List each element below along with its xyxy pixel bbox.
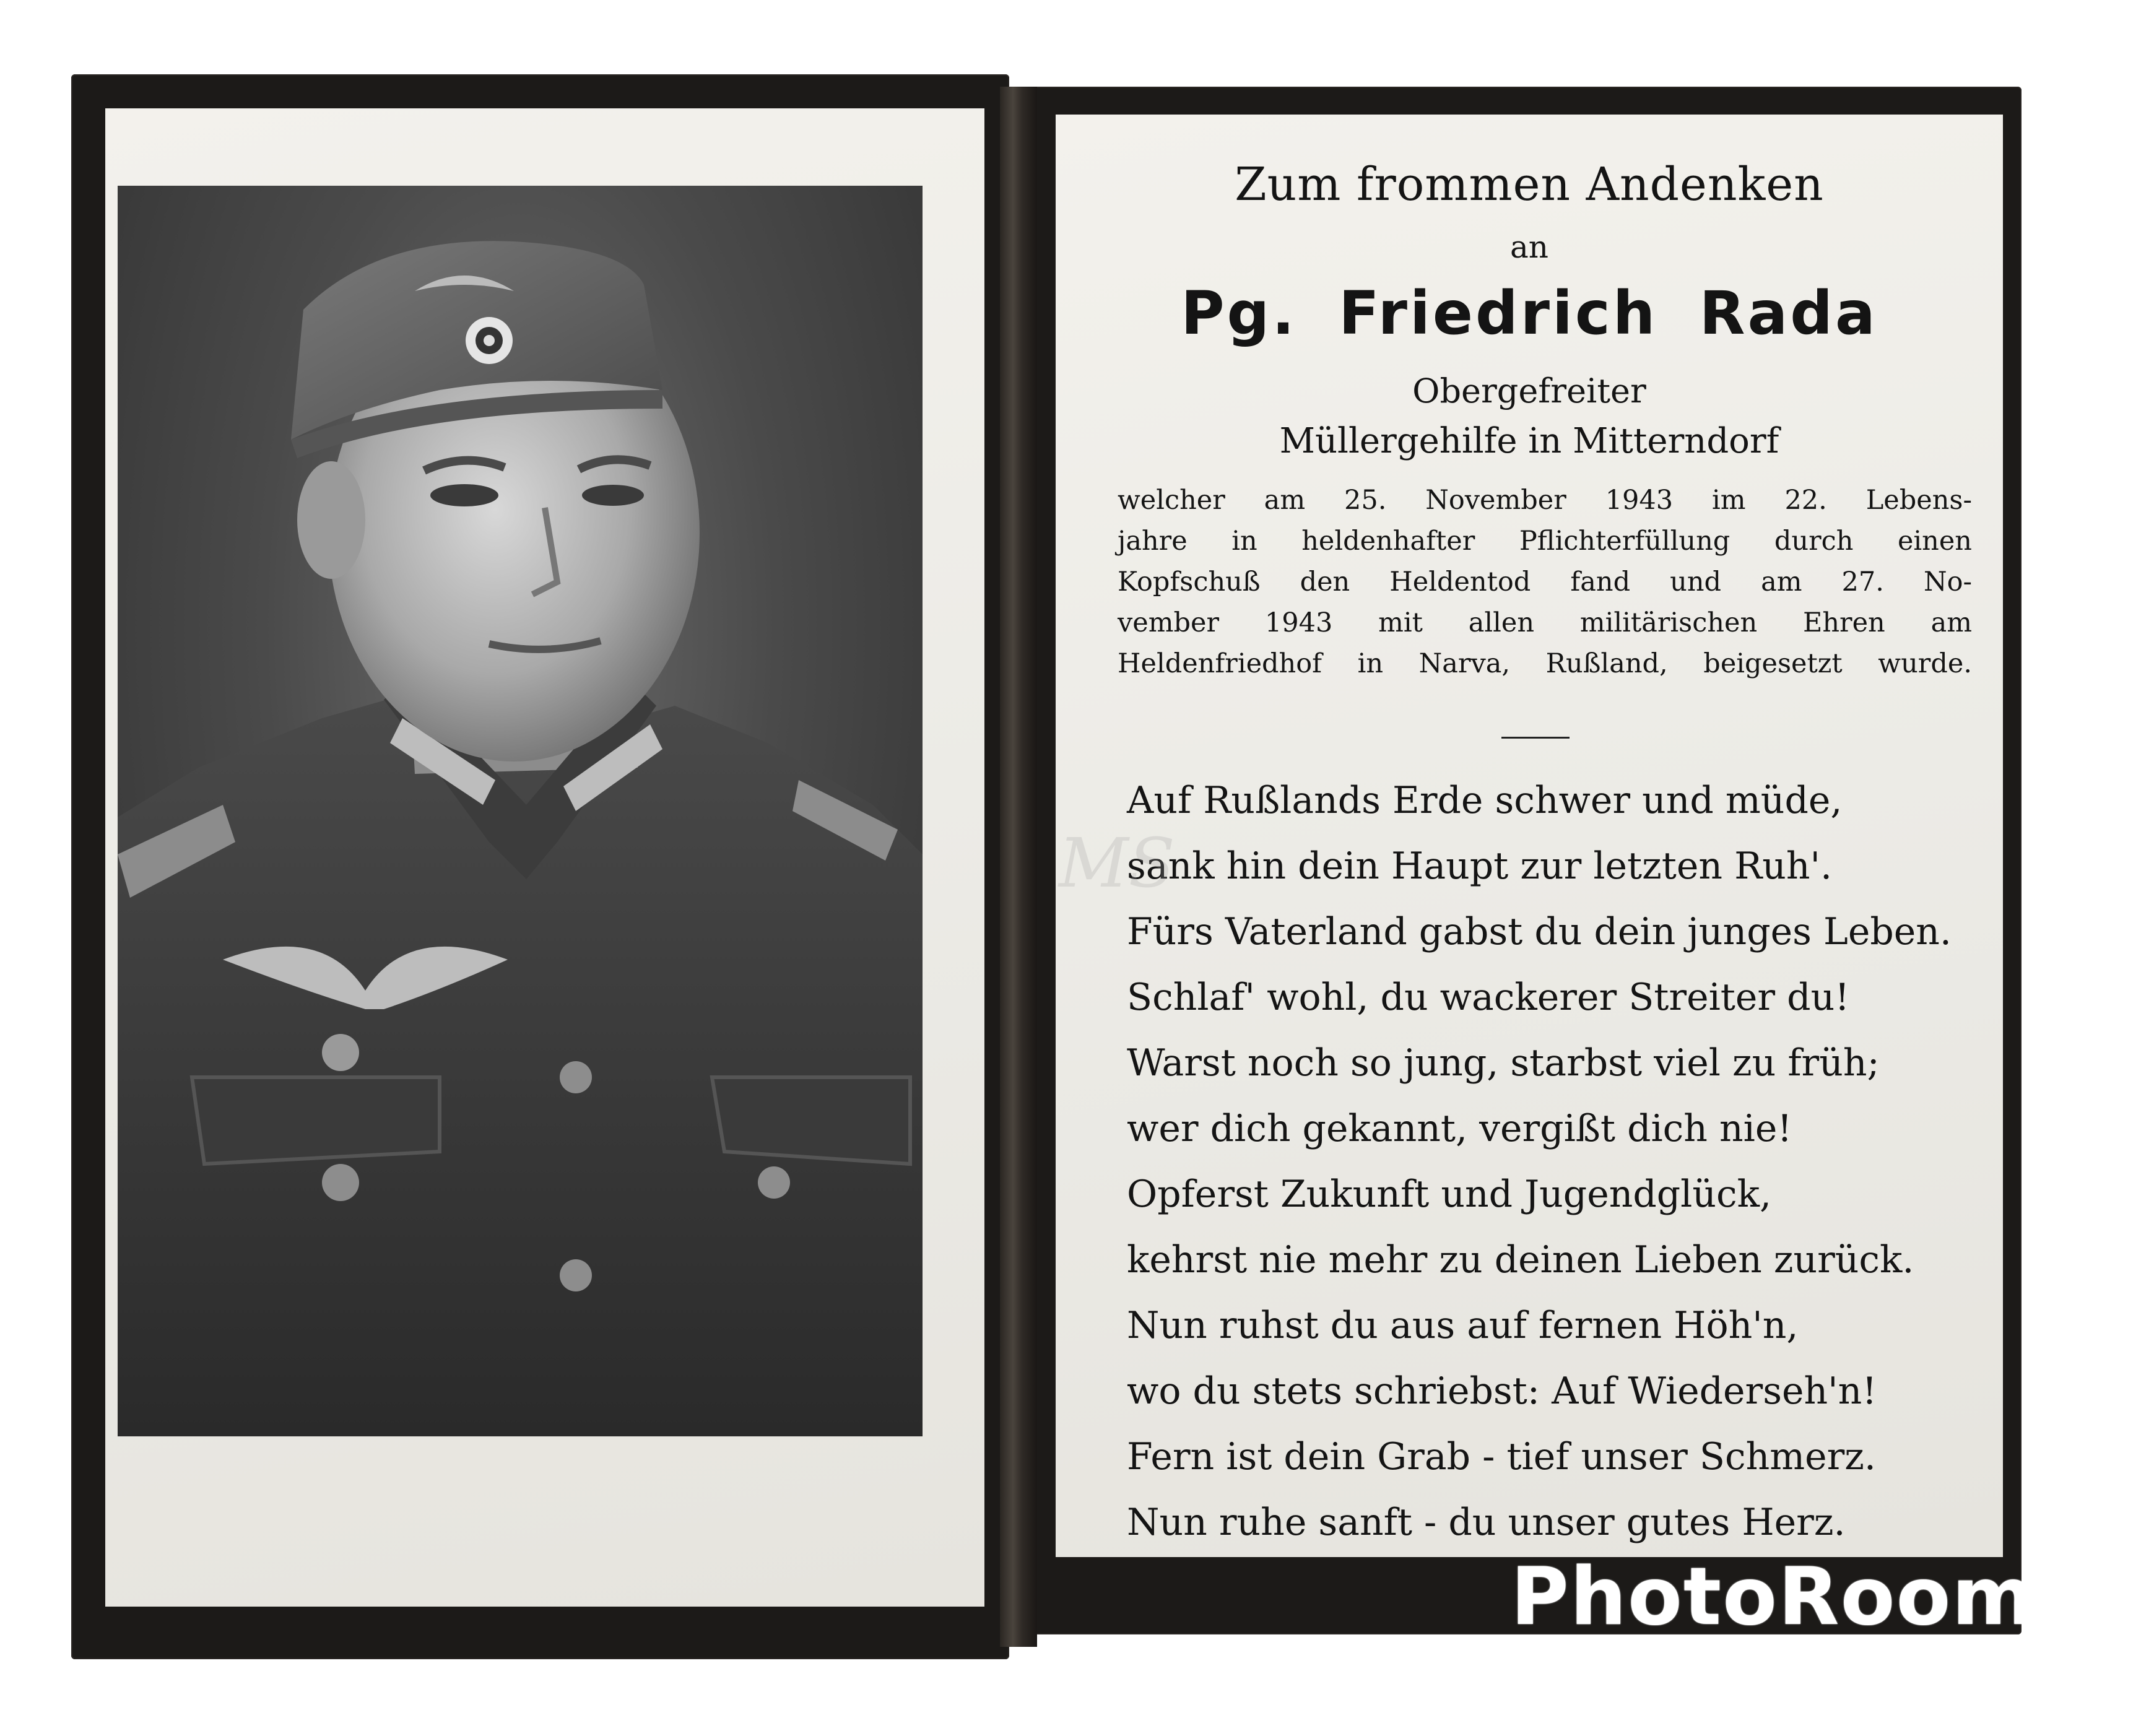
- ms-watermark: MS: [1059, 823, 1175, 903]
- biography-paragraph: [1118, 480, 1972, 684]
- deceased-rank: Obergefreiter: [1412, 371, 1646, 410]
- bio-line: Heldenfriedhof in Narva, Rußland, beigesetzt wurde.: [1118, 648, 1972, 679]
- bio-line: jahre in heldenhafter Pflichterfüllung durch einen: [1118, 526, 1972, 557]
- poem-line: Opferst Zukunft und Jugendglück,: [1127, 1173, 1772, 1216]
- poem-line: Nun ruhe sanft - du unser gutes Herz.: [1127, 1501, 1846, 1544]
- bio-line: vember 1943 mit allen militärischen Ehren am: [1118, 607, 1972, 638]
- deceased-occupation: Müllergehilfe in Mitterndorf: [1279, 421, 1779, 461]
- memorial-poem: [1127, 768, 1994, 1555]
- poem-line: Schlaf' wohl, du wackerer Streiter du!: [1127, 976, 1850, 1019]
- soldier-portrait-drawing: [118, 186, 923, 1436]
- poem-line: sank hin dein Haupt zur letzten Ruh'.: [1127, 844, 1833, 888]
- card-fold-spine: [1000, 87, 1037, 1647]
- photoroom-watermark: PhotoRoom: [1511, 1551, 2036, 1643]
- soldier-portrait-photo: [118, 186, 923, 1436]
- bio-line: Kopfschuß den Heldentod fand und am 27. No-: [1118, 566, 1972, 597]
- poem-line: Fürs Vaterland gabst du dein junges Leben.: [1127, 910, 1952, 953]
- poem-line: wer dich gekannt, vergißt dich nie!: [1127, 1107, 1792, 1150]
- poem-line: wo du stets schriebst: Auf Wiederseh'n!: [1127, 1369, 1877, 1413]
- poem-line: Nun ruhst du aus auf fernen Höh'n,: [1127, 1304, 1799, 1347]
- poem-line: kehrst nie mehr zu deinen Lieben zurück.: [1127, 1238, 1914, 1282]
- memorial-an: an: [1509, 229, 1548, 265]
- bio-line: welcher am 25. November 1943 im 22. Lebens-: [1118, 485, 1972, 516]
- section-divider: [1501, 737, 1570, 739]
- deceased-name: Pg. Friedrich Rada: [1181, 279, 1878, 348]
- poem-line: Warst noch so jung, starbst viel zu früh;: [1127, 1041, 1880, 1085]
- poem-line: Auf Rußlands Erde schwer und müde,: [1127, 779, 1843, 822]
- poem-line: Fern ist dein Grab - tief unser Schmerz.: [1127, 1435, 1876, 1478]
- memorial-heading: Zum frommen Andenken: [1235, 158, 1824, 211]
